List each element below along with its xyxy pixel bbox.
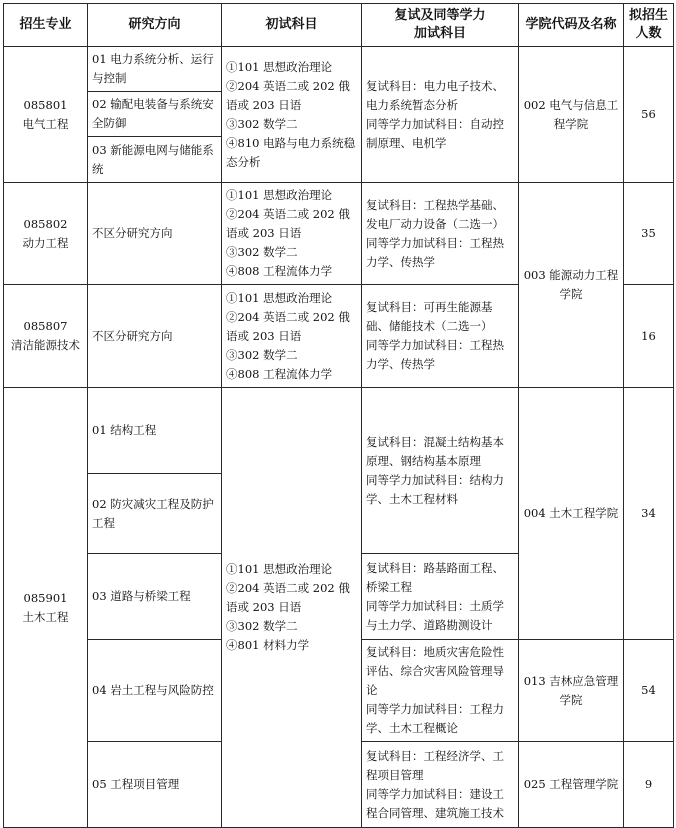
retest-cell: 复试科目：可再生能源基础、储能技术（二选一） 同等学力加试科目：工程热力学、传热学	[362, 285, 519, 388]
retest-cell: 复试科目：电力电子技术、电力系统暂态分析 同等学力加试科目：自动控制原理、电机学	[362, 47, 519, 183]
direction-cell: 不区分研究方向	[88, 285, 222, 388]
direction-cell: 03 新能源电网与储能系统	[88, 137, 222, 183]
header-row	[4, 4, 674, 47]
quota-cell: 56	[624, 47, 674, 183]
exam-cell: ①101 思想政治理论 ②204 英语二或 202 俄语或 203 日语 ③302 数学二 ④808 工程流体力学	[222, 285, 362, 388]
exam-cell: ①101 思想政治理论 ②204 英语二或 202 俄语或 203 日语 ③302 数学二 ④801 材料力学	[222, 388, 362, 828]
direction-cell: 不区分研究方向	[88, 183, 222, 285]
major-cell: 085801 电气工程	[4, 47, 88, 183]
header-major: 招生专业	[4, 4, 88, 47]
exam-cell: ①101 思想政治理论 ②204 英语二或 202 俄语或 203 日语 ③302 数学二 ④808 工程流体力学	[222, 183, 362, 285]
retest-cell: 复试科目：路基路面工程、桥梁工程 同等学力加试科目：土质学与土力学、道路勘测设计	[362, 554, 519, 640]
table-row	[4, 388, 674, 474]
retest-cell: 复试科目：混凝土结构基本原理、钢结构基本原理 同等学力加试科目：结构力学、土木工程材料	[362, 388, 519, 554]
direction-cell: 05 工程项目管理	[88, 742, 222, 828]
direction-cell: 01 结构工程	[88, 388, 222, 474]
quota-cell: 34	[624, 388, 674, 640]
major-cell: 085802 动力工程	[4, 183, 88, 285]
direction-cell: 04 岩土工程与风险防控	[88, 640, 222, 742]
direction-cell: 02 输配电装备与系统安全防御	[88, 92, 222, 137]
header-direction: 研究方向	[88, 4, 222, 47]
header-exam: 初试科目	[222, 4, 362, 47]
retest-cell: 复试科目：地质灾害危险性评估、综合灾害风险管理导论 同等学力加试科目：工程力学、土木工程概论	[362, 640, 519, 742]
direction-cell: 03 道路与桥梁工程	[88, 554, 222, 640]
header-retest: 复试及同等学力 加试科目	[362, 4, 519, 47]
retest-cell: 复试科目：工程热学基础、发电厂动力设备（二选一） 同等学力加试科目：工程热力学、传热学	[362, 183, 519, 285]
table-row	[4, 47, 674, 92]
major-cell: 085901 土木工程	[4, 388, 88, 828]
college-cell: 013 吉林应急管理学院	[519, 640, 624, 742]
retest-cell: 复试科目：工程经济学、工程项目管理 同等学力加试科目：建设工程合同管理、建筑施工技术	[362, 742, 519, 828]
direction-cell: 01 电力系统分析、运行与控制	[88, 47, 222, 92]
major-cell: 085807 清洁能源技术	[4, 285, 88, 388]
header-college: 学院代码及名称	[519, 4, 624, 47]
quota-cell: 35	[624, 183, 674, 285]
direction-cell: 02 防灾减灾工程及防护工程	[88, 474, 222, 554]
admission-table	[3, 3, 674, 828]
college-cell: 002 电气与信息工程学院	[519, 47, 624, 183]
exam-cell: ①101 思想政治理论 ②204 英语二或 202 俄语或 203 日语 ③302 数学二 ④810 电路与电力系统稳态分析	[222, 47, 362, 183]
college-cell: 025 工程管理学院	[519, 742, 624, 828]
quota-cell: 54	[624, 640, 674, 742]
header-quota: 拟招生 人数	[624, 4, 674, 47]
college-cell: 004 土木工程学院	[519, 388, 624, 640]
table-row	[4, 183, 674, 285]
quota-cell: 9	[624, 742, 674, 828]
admission-table-container	[3, 3, 673, 820]
quota-cell: 16	[624, 285, 674, 388]
college-cell: 003 能源动力工程学院	[519, 183, 624, 388]
